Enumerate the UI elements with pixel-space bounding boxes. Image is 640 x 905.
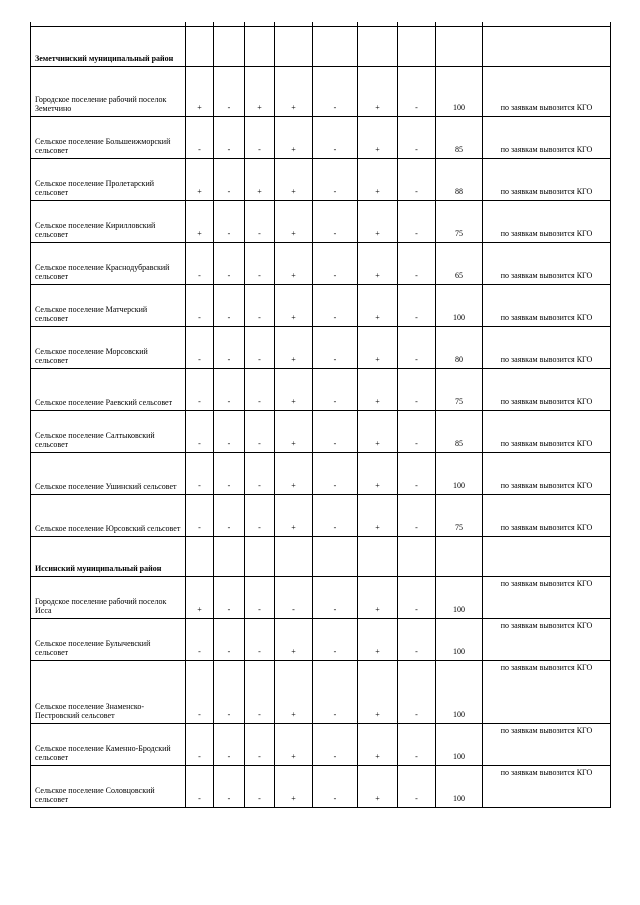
mark-cell: - bbox=[313, 117, 358, 159]
mark-cell: - bbox=[186, 369, 214, 411]
mark-cell: - bbox=[313, 67, 358, 117]
mark-cell: - bbox=[186, 619, 214, 661]
mark-cell: - bbox=[214, 724, 245, 766]
settlement-name: Сельское поселение Салтыковский сельсовет bbox=[31, 411, 186, 453]
mark-cell: + bbox=[358, 766, 398, 808]
table-row bbox=[31, 67, 611, 117]
mark-cell: - bbox=[214, 619, 245, 661]
settlement-name: Сельское поселение Большеижморский сельсовет bbox=[31, 117, 186, 159]
mark-cell: - bbox=[214, 117, 245, 159]
mark-cell: + bbox=[275, 495, 313, 537]
district-row bbox=[31, 27, 611, 67]
mark-cell: - bbox=[214, 411, 245, 453]
mark-cell: - bbox=[186, 495, 214, 537]
empty-cell bbox=[214, 27, 245, 67]
mark-cell: + bbox=[275, 67, 313, 117]
percent-cell: 100 bbox=[436, 577, 483, 619]
settlement-name: Сельское поселение Булычевский сельсовет bbox=[31, 619, 186, 661]
empty-cell bbox=[358, 537, 398, 577]
empty-cell bbox=[313, 537, 358, 577]
settlement-name: Городское поселение рабочий поселок Земетчино bbox=[31, 67, 186, 117]
empty-cell bbox=[398, 537, 436, 577]
mark-cell: - bbox=[398, 243, 436, 285]
mark-cell: - bbox=[245, 327, 275, 369]
mark-cell: - bbox=[398, 369, 436, 411]
percent-cell: 75 bbox=[436, 201, 483, 243]
mark-cell: - bbox=[186, 766, 214, 808]
mark-cell: - bbox=[313, 201, 358, 243]
mark-cell: - bbox=[398, 766, 436, 808]
note-cell: по заявкам вывозится КГО bbox=[483, 285, 611, 327]
mark-cell: - bbox=[398, 619, 436, 661]
settlement-name: Сельское поселение Каменно-Бродский сельсовет bbox=[31, 724, 186, 766]
settlement-name: Городское поселение рабочий поселок Исса bbox=[31, 577, 186, 619]
mark-cell: - bbox=[245, 117, 275, 159]
mark-cell: - bbox=[214, 495, 245, 537]
settlement-name: Сельское поселение Раевский сельсовет bbox=[31, 369, 186, 411]
empty-cell bbox=[245, 27, 275, 67]
mark-cell: - bbox=[245, 285, 275, 327]
mark-cell: + bbox=[358, 159, 398, 201]
mark-cell: + bbox=[245, 159, 275, 201]
mark-cell: + bbox=[358, 285, 398, 327]
mark-cell: + bbox=[245, 67, 275, 117]
mark-cell: - bbox=[214, 327, 245, 369]
mark-cell: - bbox=[186, 453, 214, 495]
settlement-name: Сельское поселение Краснодубравский сельсовет bbox=[31, 243, 186, 285]
mark-cell: - bbox=[186, 285, 214, 327]
mark-cell: - bbox=[214, 369, 245, 411]
mark-cell: + bbox=[275, 369, 313, 411]
mark-cell: + bbox=[358, 619, 398, 661]
settlement-name: Сельское поселение Пролетарский сельсовет bbox=[31, 159, 186, 201]
mark-cell: - bbox=[313, 766, 358, 808]
mark-cell: + bbox=[186, 201, 214, 243]
percent-cell: 100 bbox=[436, 766, 483, 808]
mark-cell: - bbox=[186, 117, 214, 159]
table-body bbox=[31, 22, 611, 808]
table-row bbox=[31, 453, 611, 495]
percent-cell: 65 bbox=[436, 243, 483, 285]
mark-cell: - bbox=[214, 67, 245, 117]
table-row bbox=[31, 159, 611, 201]
mark-cell: + bbox=[275, 411, 313, 453]
table-row bbox=[31, 369, 611, 411]
mark-cell: + bbox=[358, 67, 398, 117]
mark-cell: + bbox=[358, 724, 398, 766]
mark-cell: - bbox=[313, 159, 358, 201]
settlement-name: Сельское поселение Соловцовский сельсовет bbox=[31, 766, 186, 808]
mark-cell: - bbox=[398, 495, 436, 537]
table-row bbox=[31, 724, 611, 766]
mark-cell: - bbox=[245, 577, 275, 619]
mark-cell: + bbox=[275, 619, 313, 661]
table-row bbox=[31, 201, 611, 243]
mark-cell: + bbox=[358, 243, 398, 285]
mark-cell: - bbox=[398, 577, 436, 619]
percent-cell: 80 bbox=[436, 327, 483, 369]
mark-cell: - bbox=[214, 766, 245, 808]
mark-cell: + bbox=[275, 453, 313, 495]
mark-cell: - bbox=[214, 661, 245, 724]
mark-cell: + bbox=[275, 159, 313, 201]
percent-cell: 100 bbox=[436, 285, 483, 327]
mark-cell: - bbox=[313, 285, 358, 327]
note-cell: по заявкам вывозится КГО bbox=[483, 577, 611, 619]
mark-cell: - bbox=[398, 159, 436, 201]
percent-cell: 100 bbox=[436, 67, 483, 117]
mark-cell: + bbox=[358, 453, 398, 495]
mark-cell: - bbox=[398, 201, 436, 243]
district-title: Иссинский муниципальный район bbox=[31, 537, 186, 577]
table-row bbox=[31, 766, 611, 808]
empty-cell bbox=[436, 27, 483, 67]
table-row bbox=[31, 117, 611, 159]
percent-cell: 100 bbox=[436, 453, 483, 495]
mark-cell: - bbox=[245, 766, 275, 808]
mark-cell: - bbox=[398, 117, 436, 159]
empty-cell bbox=[275, 27, 313, 67]
mark-cell: - bbox=[245, 201, 275, 243]
empty-cell bbox=[398, 27, 436, 67]
note-cell: по заявкам вывозится КГО bbox=[483, 327, 611, 369]
note-cell: по заявкам вывозится КГО bbox=[483, 661, 611, 724]
mark-cell: - bbox=[214, 285, 245, 327]
table-row bbox=[31, 411, 611, 453]
note-cell: по заявкам вывозится КГО bbox=[483, 411, 611, 453]
mark-cell: + bbox=[358, 495, 398, 537]
mark-cell: - bbox=[214, 243, 245, 285]
table-row bbox=[31, 243, 611, 285]
settlement-name: Сельское поселение Кирилловский сельсовет bbox=[31, 201, 186, 243]
settlement-name: Сельское поселение Ушинский сельсовет bbox=[31, 453, 186, 495]
mark-cell: - bbox=[214, 201, 245, 243]
settlement-name: Сельское поселение Знаменско-Пестровский сельсовет bbox=[31, 661, 186, 724]
mark-cell: + bbox=[186, 67, 214, 117]
mark-cell: - bbox=[245, 724, 275, 766]
mark-cell: - bbox=[186, 724, 214, 766]
note-cell: по заявкам вывозится КГО bbox=[483, 619, 611, 661]
percent-cell: 85 bbox=[436, 411, 483, 453]
mark-cell: + bbox=[186, 159, 214, 201]
note-cell: по заявкам вывозится КГО bbox=[483, 369, 611, 411]
mark-cell: - bbox=[313, 724, 358, 766]
settlement-name: Сельское поселение Морсовский сельсовет bbox=[31, 327, 186, 369]
mark-cell: - bbox=[245, 453, 275, 495]
mark-cell: + bbox=[358, 661, 398, 724]
mark-cell: + bbox=[358, 411, 398, 453]
mark-cell: + bbox=[358, 577, 398, 619]
note-cell: по заявкам вывозится КГО bbox=[483, 159, 611, 201]
note-cell: по заявкам вывозится КГО bbox=[483, 453, 611, 495]
mark-cell: - bbox=[398, 724, 436, 766]
mark-cell: - bbox=[214, 159, 245, 201]
mark-cell: - bbox=[313, 619, 358, 661]
empty-cell bbox=[186, 537, 214, 577]
mark-cell: - bbox=[313, 661, 358, 724]
mark-cell: - bbox=[245, 661, 275, 724]
empty-cell bbox=[436, 537, 483, 577]
table-row bbox=[31, 495, 611, 537]
settlement-name: Сельское поселение Матчерский сельсовет bbox=[31, 285, 186, 327]
mark-cell: + bbox=[186, 577, 214, 619]
mark-cell: - bbox=[398, 285, 436, 327]
mark-cell: - bbox=[313, 495, 358, 537]
percent-cell: 88 bbox=[436, 159, 483, 201]
mark-cell: + bbox=[275, 201, 313, 243]
mark-cell: - bbox=[245, 495, 275, 537]
mark-cell: + bbox=[275, 661, 313, 724]
mark-cell: - bbox=[313, 369, 358, 411]
percent-cell: 100 bbox=[436, 724, 483, 766]
mark-cell: - bbox=[245, 243, 275, 285]
mark-cell: - bbox=[313, 453, 358, 495]
note-cell: по заявкам вывозится КГО bbox=[483, 201, 611, 243]
empty-cell bbox=[186, 27, 214, 67]
percent-cell: 85 bbox=[436, 117, 483, 159]
mark-cell: + bbox=[358, 201, 398, 243]
percent-cell: 75 bbox=[436, 495, 483, 537]
mark-cell: + bbox=[358, 117, 398, 159]
district-row bbox=[31, 537, 611, 577]
table-row bbox=[31, 619, 611, 661]
mark-cell: + bbox=[275, 117, 313, 159]
mark-cell: - bbox=[245, 369, 275, 411]
note-cell: по заявкам вывозится КГО bbox=[483, 243, 611, 285]
mark-cell: - bbox=[186, 411, 214, 453]
table-row bbox=[31, 577, 611, 619]
note-cell: по заявкам вывозится КГО bbox=[483, 67, 611, 117]
mark-cell: + bbox=[275, 243, 313, 285]
mark-cell: - bbox=[398, 661, 436, 724]
empty-cell bbox=[483, 27, 611, 67]
mark-cell: - bbox=[214, 453, 245, 495]
mark-cell: + bbox=[275, 724, 313, 766]
mark-cell: - bbox=[313, 243, 358, 285]
table-row bbox=[31, 327, 611, 369]
mark-cell: - bbox=[313, 327, 358, 369]
empty-cell bbox=[313, 27, 358, 67]
empty-cell bbox=[358, 27, 398, 67]
mark-cell: - bbox=[313, 411, 358, 453]
table-row bbox=[31, 661, 611, 724]
mark-cell: - bbox=[398, 327, 436, 369]
mark-cell: - bbox=[398, 411, 436, 453]
district-title: Земетчинский муниципальный район bbox=[31, 27, 186, 67]
empty-cell bbox=[245, 537, 275, 577]
mark-cell: + bbox=[358, 327, 398, 369]
empty-cell bbox=[275, 537, 313, 577]
mark-cell: - bbox=[245, 411, 275, 453]
mark-cell: - bbox=[245, 619, 275, 661]
mark-cell: - bbox=[313, 577, 358, 619]
mark-cell: - bbox=[398, 67, 436, 117]
settlements-table bbox=[30, 22, 611, 808]
mark-cell: - bbox=[214, 577, 245, 619]
mark-cell: + bbox=[275, 285, 313, 327]
mark-cell: - bbox=[398, 453, 436, 495]
note-cell: по заявкам вывозится КГО bbox=[483, 495, 611, 537]
percent-cell: 100 bbox=[436, 619, 483, 661]
note-cell: по заявкам вывозится КГО bbox=[483, 117, 611, 159]
mark-cell: - bbox=[186, 243, 214, 285]
mark-cell: - bbox=[186, 661, 214, 724]
mark-cell: - bbox=[275, 577, 313, 619]
settlement-name: Сельское поселение Юрсовский сельсовет bbox=[31, 495, 186, 537]
mark-cell: + bbox=[275, 766, 313, 808]
table-row bbox=[31, 285, 611, 327]
note-cell: по заявкам вывозится КГО bbox=[483, 766, 611, 808]
mark-cell: + bbox=[275, 327, 313, 369]
percent-cell: 100 bbox=[436, 661, 483, 724]
empty-cell bbox=[214, 537, 245, 577]
empty-cell bbox=[483, 537, 611, 577]
percent-cell: 75 bbox=[436, 369, 483, 411]
mark-cell: + bbox=[358, 369, 398, 411]
note-cell: по заявкам вывозится КГО bbox=[483, 724, 611, 766]
mark-cell: - bbox=[186, 327, 214, 369]
